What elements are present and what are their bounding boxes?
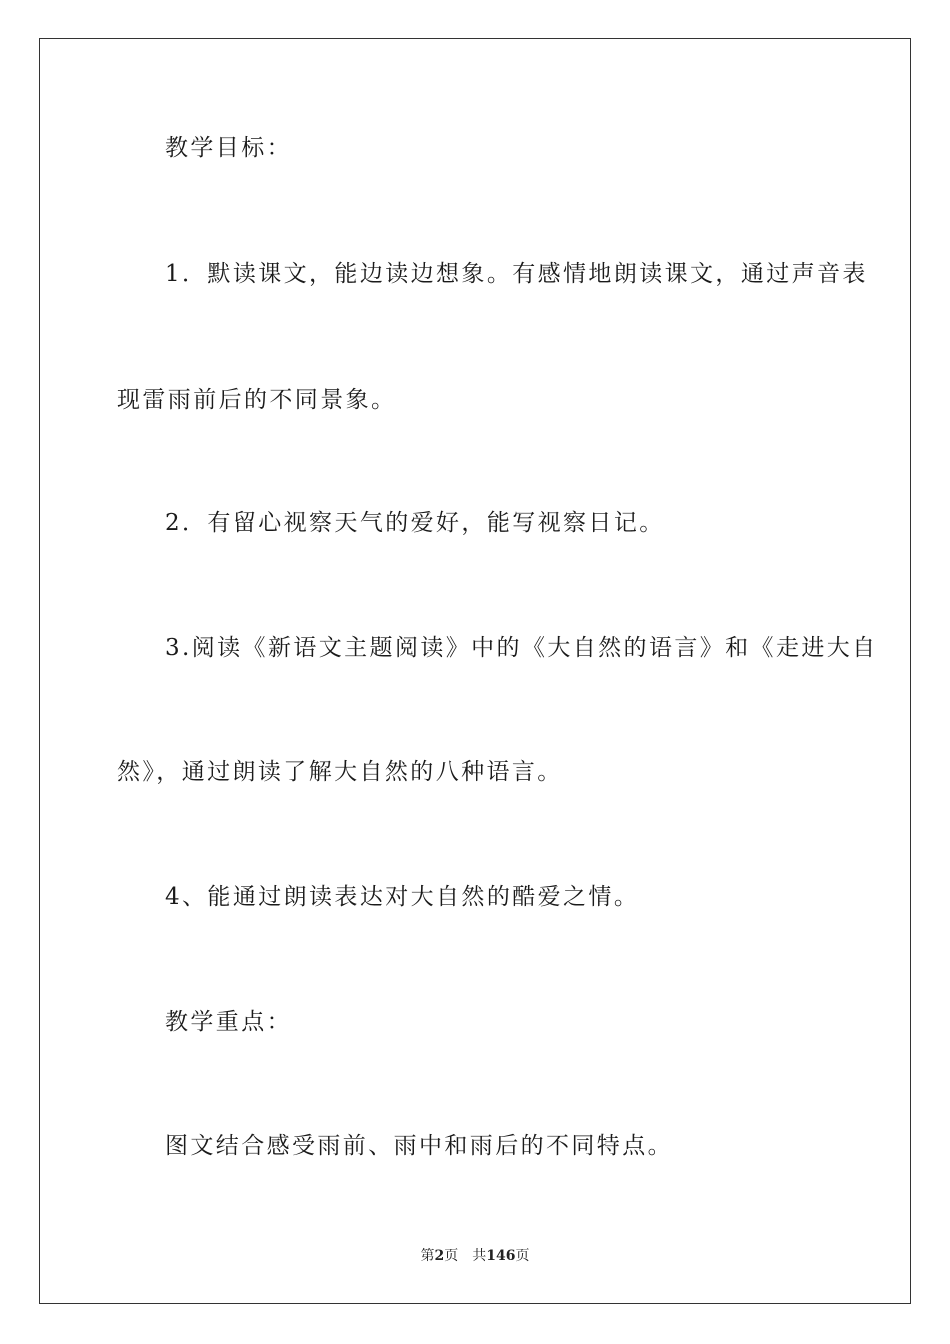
focus-text: 图文结合感受雨前、雨中和雨后的不同特点。 (165, 1133, 673, 1159)
heading-teaching-goals: 教学目标： (165, 135, 292, 161)
total-suffix: 页 (515, 1248, 530, 1264)
page-suffix: 页 (444, 1248, 459, 1264)
goal-4-text: 4、能通过朗读表达对大自然的酷爱之情。 (165, 884, 640, 910)
total-pages: 146 (486, 1248, 516, 1264)
total-prefix: 共 (472, 1248, 487, 1264)
goal-3-continued: 然》，通过朗读了解大自然的八种语言。 (117, 759, 563, 785)
goal-1-text: 1．默读课文，能边读边想象。有感情地朗读课文，通过声音表 (165, 261, 868, 287)
goal-2-text: 2．有留心视察天气的爱好，能写视察日记。 (165, 510, 665, 536)
page-footer (0, 1246, 950, 1266)
heading-teaching-focus: 教学重点： (165, 1009, 292, 1035)
goal-3-text: 3.阅读《新语文主题阅读》中的《大自然的语言》和《走进大自 (165, 635, 878, 661)
page-prefix: 第 (420, 1248, 435, 1264)
page-number: 2 (434, 1248, 445, 1264)
page-border (39, 38, 911, 1304)
goal-1-continued: 现雷雨前后的不同景象。 (117, 387, 397, 413)
